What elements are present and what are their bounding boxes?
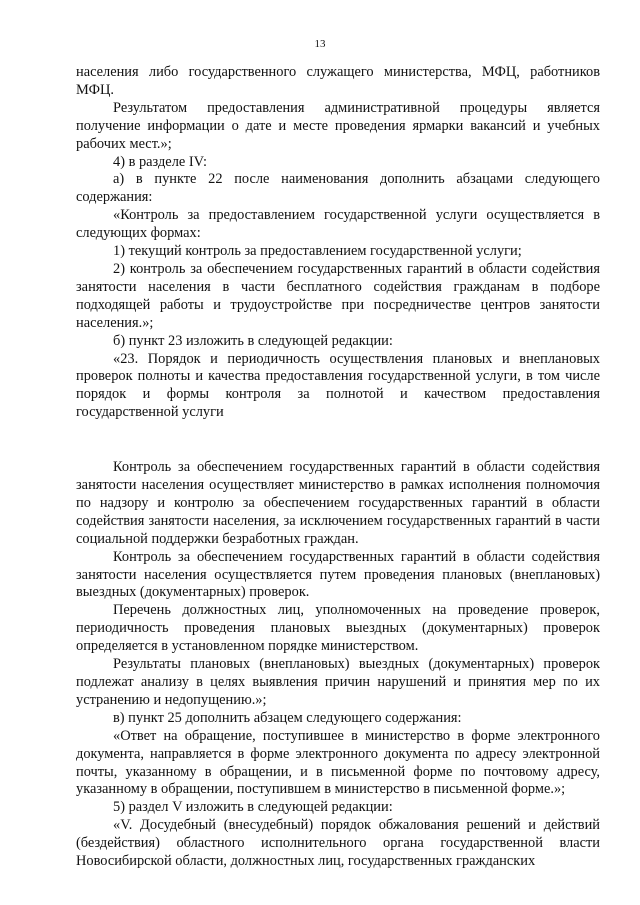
list-item: 2) контроль за обеспечением государственных гарантий в области содействия занятости населения в части бесплатного содействия гражданам в подборе подходящей работы и трудоустройстве при посредничестве центров занятости населения.»; [76,260,600,331]
paragraph: «Ответ на обращение, поступившее в министерство в форме электронного документа, направляется в форме электронного документа по адресу электронной почты, указанному в обращении, и в письменной форме по почтовому адресу, указанному в обращении, поступившем в министерство в письменной форме.»; [76,727,600,798]
page-number: 13 [314,38,326,50]
paragraph: Контроль за обеспечением государственных гарантий в области содействия занятости населения осуществляет министерство в рамках исполнения полномочия по надзору и контролю за обеспечением государственных гарантий в области содействия занятости населения, за исключением государственных гарантий в части социальной поддержки безработных граждан. [76,459,600,547]
paragraph: населения либо государственного служащего министерства, МФЦ, работников МФЦ. [76,64,600,98]
list-item: а) в пункте 22 после наименования дополнить абзацами следующего содержания: [76,171,600,206]
paragraph: «Контроль за предоставлением государственной услуги осуществляется в следующих формах: [76,207,600,242]
paragraph: Перечень должностных лиц, уполномоченных на проведение проверок, периодичность проведения плановых выездных (документарных) проверок определяется в установленном порядке министерством. [76,602,600,655]
list-item: б) пункт 23 изложить в следующей редакции: [113,332,393,349]
list-item: в) пункт 25 дополнить абзацем следующего содержания: [113,709,462,726]
paragraph: Контроль за обеспечением государственных гарантий в области содействия занятости населения осуществляется путем проведения плановых (внеплановых) выездных (документарных) проверок. [76,548,600,601]
paragraph: Результаты плановых (внеплановых) выездных (документарных) проверок подлежат анализу в целях выявления причин нарушений и принятия мер по их устранению и недопущению.»; [76,656,600,708]
paragraph-gap [76,422,600,459]
paragraph: Результатом предоставления административной процедуры является получение информации о дате и месте проведения ярмарки вакансий и учебных рабочих мест.»; [76,99,600,152]
section-heading: «V. Досудебный (внесудебный) порядок обжалования решений и действий (бездействия) областного исполнительного органа государственной власти Новосибирской области, должностных лиц, государственных гражданских [76,817,600,870]
document-body [76,64,600,871]
section-heading: «23. Порядок и периодичность осуществления плановых и внеплановых проверок полноты и качества предоставления государственной услуги, в том числе порядок и формы контроля за полнотой и качеством предоставления государственной услуги [76,350,600,421]
list-item: 5) раздел V изложить в следующей редакции: [113,799,393,816]
list-item: 4) в разделе IV: [113,153,207,170]
list-item: 1) текущий контроль за предоставлением государственной услуги; [113,243,522,260]
